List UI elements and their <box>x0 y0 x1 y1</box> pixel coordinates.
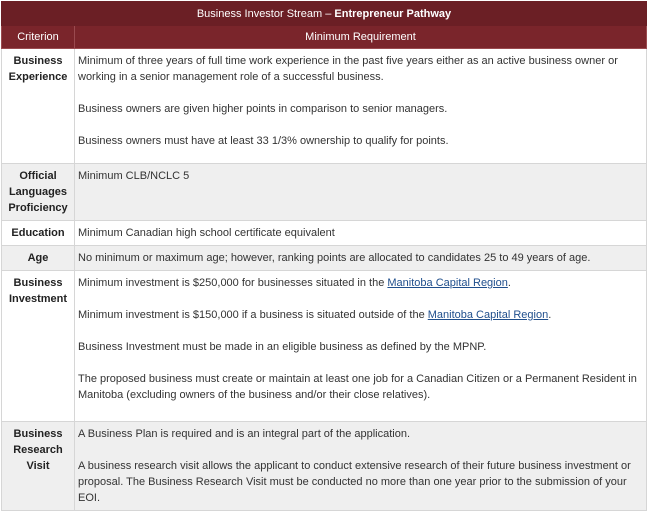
column-header-criterion: Criterion <box>2 26 75 49</box>
table-title <box>2 2 647 26</box>
requirement-text: Minimum Canadian high school certificate equivalent <box>78 227 335 239</box>
requirement-business-experience <box>75 49 647 164</box>
requirement-text-part: . <box>548 309 552 321</box>
table-row-business-experience <box>2 49 647 164</box>
requirement-text: Business owners are given higher points in comparison to senior managers. <box>78 103 448 115</box>
requirement-text: Business Investment must be made in an eligible business as defined by the MPNP. <box>78 341 487 353</box>
table-title-prefix: Business Investor Stream – <box>196 7 335 20</box>
table-header-row <box>2 26 647 49</box>
requirement-text <box>78 275 642 291</box>
table-row-business-investment <box>2 271 647 422</box>
requirement-text-part: Minimum investment is $250,000 for businesses situated in the <box>78 277 388 289</box>
requirement-text-part: Minimum investment is $150,000 if a business is situated outside of the <box>78 309 428 321</box>
table-title-row <box>2 2 647 26</box>
requirement-business-research-visit <box>75 422 647 511</box>
requirement-text: No minimum or maximum age; however, ranking points are allocated to candidates 25 to 49 years of age. <box>78 252 591 264</box>
table-title-pathway: Entrepreneur Pathway <box>334 7 452 20</box>
criterion-age: Age <box>2 246 75 271</box>
requirement-text: Minimum of three years of full time work experience in the past five years either as an active business owner or working in a senior management role of a successful business. <box>78 55 618 83</box>
criterion-business-investment: Business Investment <box>2 271 75 422</box>
requirement-age <box>75 246 647 271</box>
requirement-language <box>75 164 647 221</box>
column-header-requirement: Minimum Requirement <box>75 26 647 49</box>
requirement-text: The proposed business must create or maintain at least one job for a Canadian Citizen or a Permanent Resident in Manitoba (excluding owners of the business and/or their close relatives). <box>78 373 637 401</box>
requirement-text <box>78 307 642 323</box>
requirement-text-part: . <box>507 277 511 289</box>
requirement-text: A business research visit allows the applicant to conduct extensive research of their future business investment or proposal. The Business Research Visit must be conducted no more than one year prior to the submission of your EOI. <box>78 460 631 504</box>
criterion-business-research-visit: Business Research Visit <box>2 422 75 511</box>
entrepreneur-requirements-table <box>1 1 647 511</box>
table-row-education <box>2 221 647 246</box>
requirement-business-investment <box>75 271 647 422</box>
table-row-age <box>2 246 647 271</box>
requirement-text: Minimum CLB/NCLC 5 <box>78 170 190 182</box>
requirement-education <box>75 221 647 246</box>
manitoba-capital-region-link[interactable]: Manitoba Capital Region <box>387 277 508 289</box>
criterion-language: Official Languages Proficiency <box>2 164 75 221</box>
requirement-text: Business owners must have at least 33 1/3% ownership to qualify for points. <box>78 135 449 147</box>
manitoba-capital-region-link[interactable]: Manitoba Capital Region <box>427 309 549 321</box>
criterion-business-experience: Business Experience <box>2 49 75 164</box>
table-row-business-research-visit <box>2 422 647 511</box>
requirement-text: A Business Plan is required and is an integral part of the application. <box>78 428 411 440</box>
criterion-education: Education <box>2 221 75 246</box>
table-row-language <box>2 164 647 221</box>
